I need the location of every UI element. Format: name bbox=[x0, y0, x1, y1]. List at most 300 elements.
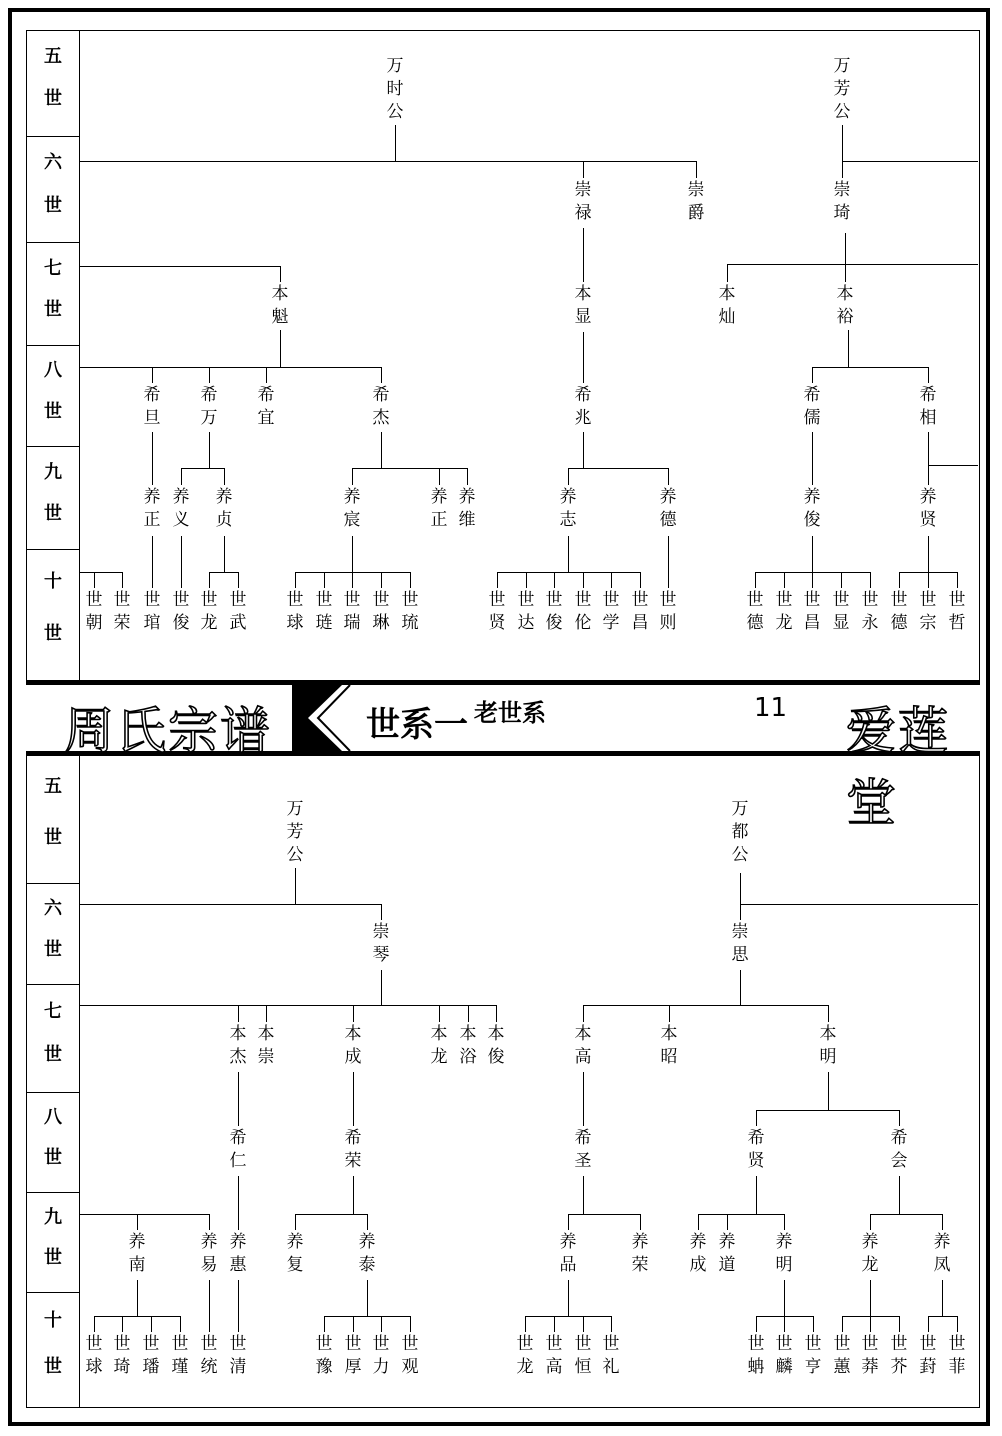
tree-line bbox=[410, 1316, 412, 1332]
section-name: 世系 bbox=[366, 705, 434, 745]
tree-line bbox=[280, 330, 282, 367]
person-name: 世 琉 bbox=[401, 590, 419, 633]
person-name: 世 琯 bbox=[143, 590, 161, 633]
subsection-label: 老世系 bbox=[474, 699, 546, 727]
tree-line bbox=[367, 1214, 369, 1230]
person-name: 养 荣 bbox=[631, 1232, 649, 1275]
generation-label: 六 bbox=[44, 152, 62, 174]
person-name: 世 瑞 bbox=[343, 590, 361, 633]
tree-line bbox=[611, 572, 613, 588]
tree-line bbox=[928, 465, 978, 467]
tree-line bbox=[238, 1005, 240, 1022]
person-name: 世 琦 bbox=[113, 1334, 131, 1377]
tree-line bbox=[324, 1316, 326, 1332]
tree-line bbox=[583, 1072, 585, 1126]
generation-cell-top bbox=[26, 243, 80, 346]
person-name: 万 芳 公 bbox=[286, 799, 304, 865]
tree-line bbox=[756, 1110, 758, 1126]
person-name: 世 龙 bbox=[775, 590, 793, 633]
tree-line bbox=[152, 536, 154, 588]
tree-line bbox=[497, 572, 640, 574]
person-name: 世 璠 bbox=[142, 1334, 160, 1377]
tree-line bbox=[756, 1110, 899, 1112]
tree-line bbox=[525, 1316, 611, 1318]
tree-line bbox=[812, 432, 814, 485]
generation-label: 世 bbox=[44, 622, 62, 644]
person-name: 世 豫 bbox=[315, 1334, 333, 1377]
person-name: 希 宜 bbox=[257, 385, 275, 428]
tree-line bbox=[784, 1214, 786, 1230]
tree-line bbox=[727, 264, 978, 266]
tree-line bbox=[928, 1316, 930, 1332]
tree-line bbox=[80, 572, 122, 574]
person-name: 世 观 bbox=[401, 1334, 419, 1377]
generation-cell-bottom bbox=[26, 756, 80, 884]
tree-line bbox=[266, 367, 268, 383]
person-name: 世 厚 bbox=[344, 1334, 362, 1377]
tree-line bbox=[756, 1316, 758, 1332]
person-name: 本 显 bbox=[574, 284, 592, 327]
person-name: 养 道 bbox=[718, 1232, 736, 1275]
person-name: 养 泰 bbox=[358, 1232, 376, 1275]
tree-line bbox=[812, 367, 814, 383]
tree-line bbox=[698, 1214, 700, 1230]
person-name: 世 球 bbox=[85, 1334, 103, 1377]
person-name: 世 达 bbox=[517, 590, 535, 633]
hall-name: 爱莲堂 bbox=[846, 702, 950, 832]
person-name: 希 荣 bbox=[344, 1128, 362, 1171]
chevron-left-icon bbox=[298, 685, 354, 751]
generation-cell-top bbox=[26, 346, 80, 447]
person-name: 希 兆 bbox=[574, 385, 592, 428]
person-name: 养 志 bbox=[559, 487, 577, 530]
tree-line bbox=[381, 432, 383, 468]
generation-label: 七 bbox=[44, 1000, 62, 1022]
generation-label: 五 bbox=[44, 45, 62, 67]
person-name: 养 惠 bbox=[229, 1232, 247, 1275]
tree-line bbox=[209, 572, 211, 588]
person-name: 世 蕙 bbox=[833, 1334, 851, 1377]
person-name: 本 昭 bbox=[660, 1024, 678, 1067]
person-name: 世 德 bbox=[746, 590, 764, 633]
tree-line bbox=[583, 572, 585, 588]
person-name: 养 义 bbox=[172, 487, 190, 530]
tree-line bbox=[352, 536, 354, 572]
tree-line bbox=[209, 1280, 211, 1332]
generation-label: 世 bbox=[44, 502, 62, 524]
person-name: 养 德 bbox=[659, 487, 677, 530]
person-name: 世 宗 bbox=[919, 590, 937, 633]
tree-line bbox=[152, 432, 154, 485]
tree-line bbox=[238, 1280, 240, 1332]
person-name: 希 会 bbox=[890, 1128, 908, 1171]
tree-line bbox=[181, 536, 183, 588]
generation-label: 九 bbox=[44, 1207, 62, 1228]
tree-line bbox=[266, 1005, 268, 1022]
tree-line bbox=[899, 1176, 901, 1214]
generation-label: 世 bbox=[44, 938, 62, 960]
person-name: 本 崇 bbox=[257, 1024, 275, 1067]
person-name: 世 球 bbox=[286, 590, 304, 633]
tree-line bbox=[668, 536, 670, 588]
tree-line bbox=[381, 970, 383, 1005]
tree-line bbox=[381, 367, 383, 383]
tree-line bbox=[94, 572, 96, 588]
person-name: 世 昌 bbox=[803, 590, 821, 633]
person-name: 本 明 bbox=[819, 1024, 837, 1067]
tree-line bbox=[353, 1072, 355, 1126]
person-name: 世 高 bbox=[545, 1334, 563, 1377]
tree-line bbox=[94, 1316, 180, 1318]
tree-line bbox=[696, 161, 698, 178]
tree-line bbox=[957, 1316, 959, 1332]
tree-line bbox=[583, 432, 585, 468]
person-name: 养 龙 bbox=[861, 1232, 879, 1275]
person-name: 世 亨 bbox=[804, 1334, 822, 1377]
tree-line bbox=[324, 572, 326, 588]
generation-cell-top bbox=[26, 137, 80, 243]
person-name: 万 时 公 bbox=[386, 56, 404, 122]
person-name: 本 灿 bbox=[718, 284, 736, 327]
tree-line bbox=[957, 572, 959, 588]
tree-line bbox=[841, 572, 843, 588]
tree-line bbox=[295, 868, 297, 904]
person-name: 崇 思 bbox=[731, 922, 749, 965]
tree-line bbox=[870, 1214, 872, 1230]
person-name: 世 朝 bbox=[85, 590, 103, 633]
tree-line bbox=[568, 1214, 640, 1216]
person-name: 世 武 bbox=[229, 590, 247, 633]
tree-line bbox=[583, 1005, 828, 1007]
generation-label: 世 bbox=[44, 1247, 62, 1268]
tree-line bbox=[740, 970, 742, 1005]
tree-line bbox=[640, 1214, 642, 1230]
person-name: 世 显 bbox=[832, 590, 850, 633]
person-name: 本 龙 bbox=[430, 1024, 448, 1067]
tree-line bbox=[828, 1005, 830, 1022]
tree-line bbox=[698, 1214, 784, 1216]
tree-line bbox=[640, 572, 642, 588]
tree-line bbox=[181, 468, 183, 485]
person-name: 世 恒 bbox=[574, 1334, 592, 1377]
tree-line bbox=[353, 1176, 355, 1214]
person-name: 养 明 bbox=[775, 1232, 793, 1275]
tree-line bbox=[942, 1280, 944, 1316]
tree-line bbox=[181, 468, 224, 470]
person-name: 养 凤 bbox=[933, 1232, 951, 1275]
tree-line bbox=[137, 1214, 139, 1230]
tree-line bbox=[568, 1280, 570, 1316]
tree-line bbox=[899, 1110, 901, 1126]
tree-line bbox=[870, 1280, 872, 1316]
person-name: 养 正 bbox=[430, 487, 448, 530]
generation-label: 八 bbox=[44, 1107, 62, 1128]
tree-line bbox=[870, 572, 872, 588]
tree-line bbox=[668, 468, 670, 485]
tree-line bbox=[526, 572, 528, 588]
tree-line bbox=[928, 536, 930, 572]
person-name: 世 荣 bbox=[113, 590, 131, 633]
generation-label: 七 bbox=[44, 257, 62, 279]
person-name: 世 德 bbox=[890, 590, 908, 633]
person-name: 崇 琴 bbox=[372, 922, 390, 965]
tree-line bbox=[238, 1072, 240, 1126]
tree-line bbox=[727, 1214, 729, 1230]
person-name: 养 品 bbox=[559, 1232, 577, 1275]
tree-line bbox=[295, 1214, 367, 1216]
tree-line bbox=[353, 1005, 355, 1022]
generation-label: 十 bbox=[44, 1310, 62, 1332]
tree-line bbox=[583, 161, 585, 178]
tree-line bbox=[80, 266, 280, 268]
page-number: 11 bbox=[754, 693, 788, 723]
generation-label: 世 bbox=[44, 827, 62, 849]
generation-label: 世 bbox=[44, 88, 62, 110]
tree-line bbox=[410, 572, 412, 588]
tree-line bbox=[848, 330, 850, 367]
tree-line bbox=[784, 1280, 786, 1316]
person-name: 万 芳 公 bbox=[833, 56, 851, 122]
person-name: 希 圣 bbox=[574, 1128, 592, 1171]
tree-line bbox=[842, 161, 978, 163]
person-name: 世 俊 bbox=[172, 590, 190, 633]
person-name: 崇 禄 bbox=[574, 180, 592, 223]
person-name: 世 昌 bbox=[631, 590, 649, 633]
tree-line bbox=[94, 1316, 96, 1332]
person-name: 本 杰 bbox=[229, 1024, 247, 1067]
tree-line bbox=[395, 125, 397, 161]
tree-line bbox=[295, 1214, 297, 1230]
tree-line bbox=[468, 1005, 470, 1022]
tree-line bbox=[583, 1316, 585, 1332]
person-name: 本 魁 bbox=[271, 284, 289, 327]
tree-line bbox=[669, 1005, 671, 1022]
tree-line bbox=[80, 161, 696, 163]
tree-line bbox=[928, 1316, 957, 1318]
tree-line bbox=[381, 904, 383, 920]
tree-line bbox=[381, 1316, 383, 1332]
person-name: 世 伦 bbox=[574, 590, 592, 633]
tree-line bbox=[554, 1316, 556, 1332]
tree-line bbox=[209, 572, 238, 574]
tree-line bbox=[525, 1316, 527, 1332]
tree-line bbox=[755, 572, 757, 588]
person-name: 世 龙 bbox=[200, 590, 218, 633]
tree-line bbox=[727, 264, 729, 282]
tree-line bbox=[496, 1005, 498, 1022]
generation-cell-top bbox=[26, 447, 80, 550]
generation-label: 十 bbox=[44, 570, 62, 592]
generation-cell-bottom bbox=[26, 884, 80, 985]
person-name: 世 统 bbox=[200, 1334, 218, 1377]
tree-line bbox=[324, 1316, 410, 1318]
tree-line bbox=[828, 1072, 830, 1110]
tree-line bbox=[238, 572, 240, 588]
person-name: 养 贤 bbox=[919, 487, 937, 530]
person-name: 本 裕 bbox=[836, 284, 854, 327]
person-name: 崇 爵 bbox=[687, 180, 705, 223]
tree-line bbox=[740, 904, 978, 906]
tree-line bbox=[784, 572, 786, 588]
tree-line bbox=[152, 367, 154, 383]
tree-line bbox=[784, 1316, 786, 1332]
person-name: 希 万 bbox=[200, 385, 218, 428]
tree-line bbox=[122, 572, 124, 588]
person-name: 世 菲 bbox=[948, 1334, 966, 1377]
person-name: 世 哲 bbox=[948, 590, 966, 633]
generation-label: 世 bbox=[44, 1147, 62, 1168]
tree-line bbox=[180, 1316, 182, 1332]
tree-line bbox=[899, 572, 901, 588]
generation-cell-bottom bbox=[26, 1093, 80, 1193]
tree-line bbox=[740, 873, 742, 920]
person-name: 希 旦 bbox=[143, 385, 161, 428]
person-name: 养 南 bbox=[128, 1232, 146, 1275]
person-name: 世 瑾 bbox=[171, 1334, 189, 1377]
person-name: 本 成 bbox=[344, 1024, 362, 1067]
person-name: 养 俊 bbox=[803, 487, 821, 530]
tree-line bbox=[352, 468, 354, 485]
tree-line bbox=[224, 536, 226, 572]
generation-label: 世 bbox=[44, 298, 62, 320]
tree-line bbox=[756, 1176, 758, 1214]
person-name: 崇 琦 bbox=[833, 180, 851, 223]
tree-line bbox=[842, 161, 844, 178]
tree-line bbox=[80, 1005, 496, 1007]
tree-line bbox=[812, 572, 814, 588]
section-number: 一 bbox=[434, 705, 468, 745]
tree-line bbox=[813, 1316, 815, 1332]
generation-label: 世 bbox=[44, 1356, 62, 1378]
tree-line bbox=[842, 1316, 844, 1332]
person-name: 本 浴 bbox=[459, 1024, 477, 1067]
person-name: 养 成 bbox=[689, 1232, 707, 1275]
person-name: 世 芥 bbox=[890, 1334, 908, 1377]
generation-cell-bottom bbox=[26, 1293, 80, 1408]
person-name: 世 蚺 bbox=[747, 1334, 765, 1377]
tree-line bbox=[568, 536, 570, 572]
tree-line bbox=[238, 1176, 240, 1230]
person-name: 世 力 bbox=[372, 1334, 390, 1377]
book-title: 周氏宗谱 bbox=[64, 702, 272, 760]
person-name: 养 贞 bbox=[215, 487, 233, 530]
generation-label: 世 bbox=[44, 1043, 62, 1065]
person-name: 世 龙 bbox=[516, 1334, 534, 1377]
tree-line bbox=[295, 572, 297, 588]
tree-line bbox=[352, 572, 354, 588]
tree-line bbox=[439, 1005, 441, 1022]
generation-label: 九 bbox=[44, 461, 62, 483]
tree-line bbox=[583, 1176, 585, 1214]
generation-cell-top bbox=[26, 30, 80, 137]
tree-line bbox=[439, 468, 441, 485]
person-name: 世 学 bbox=[602, 590, 620, 633]
tree-line bbox=[583, 332, 585, 383]
tree-line bbox=[209, 1214, 211, 1230]
tree-line bbox=[266, 367, 381, 369]
tree-line bbox=[899, 1316, 901, 1332]
tree-line bbox=[568, 468, 570, 485]
tree-line bbox=[942, 1214, 944, 1230]
person-name: 世 琏 bbox=[315, 590, 333, 633]
person-name: 世 琳 bbox=[372, 590, 390, 633]
person-name: 养 宸 bbox=[343, 487, 361, 530]
tree-line bbox=[80, 1214, 209, 1216]
section-label bbox=[366, 697, 468, 746]
person-name: 希 相 bbox=[919, 385, 937, 428]
person-name: 希 儒 bbox=[803, 385, 821, 428]
tree-line bbox=[842, 125, 844, 161]
tree-line bbox=[583, 1005, 585, 1022]
tree-line bbox=[812, 536, 814, 572]
tree-line bbox=[352, 468, 467, 470]
tree-line bbox=[554, 572, 556, 588]
person-name: 万 都 公 bbox=[731, 799, 749, 865]
person-name: 本 俊 bbox=[487, 1024, 505, 1067]
person-name: 养 易 bbox=[200, 1232, 218, 1275]
tree-line bbox=[568, 1214, 570, 1230]
tree-line bbox=[151, 1316, 153, 1332]
tree-line bbox=[224, 468, 226, 485]
tree-line bbox=[381, 572, 383, 588]
person-name: 希 仁 bbox=[229, 1128, 247, 1171]
person-name: 养 维 bbox=[458, 487, 476, 530]
tree-line bbox=[870, 1316, 872, 1332]
person-name: 养 正 bbox=[143, 487, 161, 530]
tree-line bbox=[497, 572, 499, 588]
generation-cell-bottom bbox=[26, 1193, 80, 1293]
tree-line bbox=[928, 572, 930, 588]
tree-line bbox=[137, 1280, 139, 1316]
generation-label: 六 bbox=[44, 898, 62, 920]
person-name: 世 则 bbox=[659, 590, 677, 633]
tree-line bbox=[928, 367, 930, 383]
person-name: 世 葑 bbox=[919, 1334, 937, 1377]
tree-line bbox=[568, 468, 668, 470]
generation-cell-top bbox=[26, 550, 80, 680]
person-name: 世 麟 bbox=[775, 1334, 793, 1377]
generation-label: 五 bbox=[44, 776, 62, 798]
person-name: 希 贤 bbox=[747, 1128, 765, 1171]
tree-line bbox=[209, 432, 211, 468]
tree-line bbox=[353, 1316, 355, 1332]
tree-line bbox=[467, 468, 469, 485]
person-name: 世 礼 bbox=[602, 1334, 620, 1377]
tree-line bbox=[870, 1214, 942, 1216]
tree-line bbox=[928, 432, 930, 485]
tree-line bbox=[367, 1280, 369, 1316]
person-name: 本 高 bbox=[574, 1024, 592, 1067]
tree-line bbox=[845, 233, 847, 282]
tree-line bbox=[80, 904, 381, 906]
generation-label: 八 bbox=[44, 360, 62, 382]
tree-line bbox=[611, 1316, 613, 1332]
generation-cell-bottom bbox=[26, 985, 80, 1093]
generation-label: 世 bbox=[44, 194, 62, 216]
person-name: 世 贤 bbox=[488, 590, 506, 633]
person-name: 世 永 bbox=[861, 590, 879, 633]
person-name: 世 莽 bbox=[861, 1334, 879, 1377]
generation-label: 世 bbox=[44, 400, 62, 422]
person-name: 世 俊 bbox=[545, 590, 563, 633]
person-name: 世 清 bbox=[229, 1334, 247, 1377]
person-name: 养 复 bbox=[286, 1232, 304, 1275]
tree-line bbox=[209, 367, 211, 383]
tree-line bbox=[122, 1316, 124, 1332]
tree-line bbox=[812, 367, 928, 369]
tree-line bbox=[280, 266, 282, 282]
tree-line bbox=[583, 228, 585, 282]
